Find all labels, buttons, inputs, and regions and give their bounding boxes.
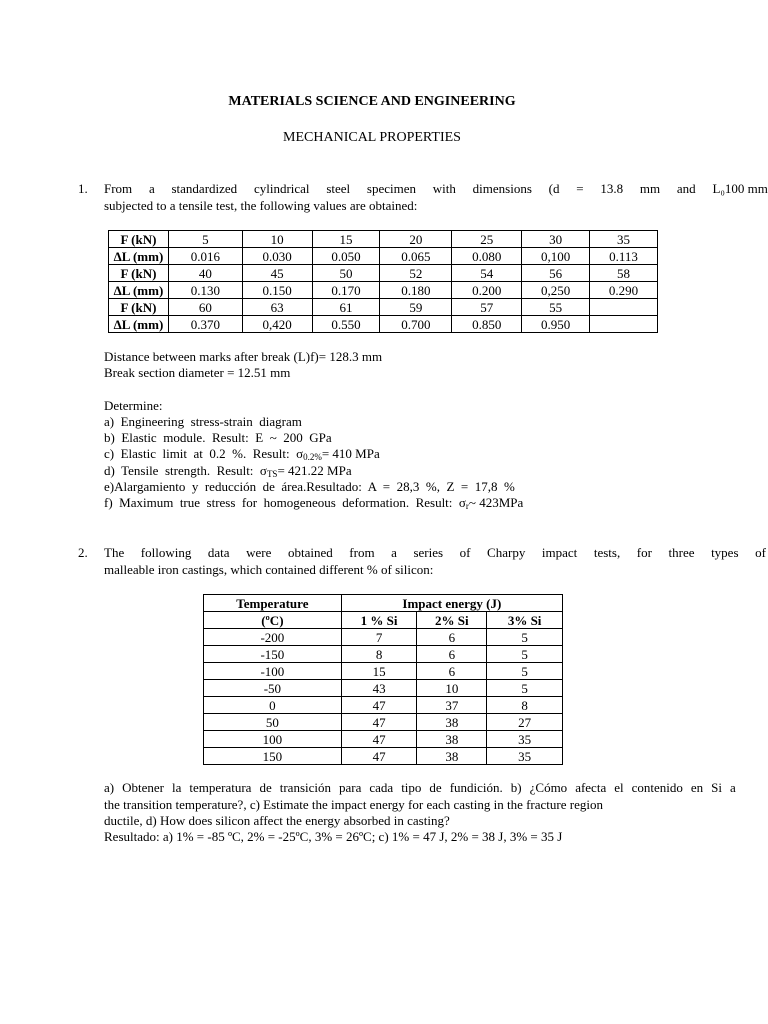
- row-header-cell: ΔL (mm): [109, 248, 169, 265]
- energy-cell: 6: [417, 629, 487, 646]
- word: Si: [711, 780, 722, 795]
- temperature-cell: -100: [204, 663, 342, 680]
- table-row: [204, 731, 563, 748]
- word: b): [510, 780, 522, 795]
- table-row: [204, 714, 563, 731]
- temperature-cell: -150: [204, 646, 342, 663]
- word: impact: [541, 545, 578, 560]
- table-row: [204, 646, 563, 663]
- word: dimensions: [472, 181, 532, 196]
- determine-label: Determine:: [104, 398, 163, 413]
- question-2-paragraph-line-1: [104, 780, 736, 796]
- question-2-paragraph-line-2: the transition temperature?, c) Estimate the impact energy for each casting in the fracture region: [104, 797, 603, 812]
- table-cell: 20: [380, 231, 452, 248]
- table-cell: 0.150: [242, 282, 312, 299]
- word: temperatura: [189, 780, 252, 795]
- table-row: [109, 265, 658, 282]
- word: a: [730, 780, 736, 795]
- energy-cell: 5: [487, 629, 563, 646]
- word: a): [104, 780, 115, 795]
- question-2-number: 2.: [78, 545, 88, 560]
- energy-cell: 15: [341, 663, 417, 680]
- item-c: c) Elastic limit at 0.2 %. Result: $\sigma_{0.2\%}= 410$ MPa: [104, 446, 380, 462]
- energy-cell: 47: [341, 697, 417, 714]
- word: 13.8: [600, 181, 624, 196]
- temperature-cell: 50: [204, 714, 342, 731]
- table-cell: 0,250: [522, 282, 590, 299]
- table-cell: 60: [168, 299, 242, 316]
- temperature-unit-header: (ºC): [204, 612, 342, 629]
- table-cell: 0.850: [452, 316, 522, 333]
- table-cell: 45: [242, 265, 312, 282]
- table-cell: 0.950: [522, 316, 590, 333]
- silicon-column-header: 3% Si: [487, 612, 563, 629]
- row-header-cell: ΔL (mm): [109, 316, 169, 333]
- table-cell: 0.113: [590, 248, 658, 265]
- word: types: [711, 545, 739, 560]
- word: ¿Cómo: [529, 780, 568, 795]
- break-section-diameter: Break section diameter = 12.51 mm: [104, 365, 291, 380]
- row-header-cell: ΔL (mm): [109, 282, 169, 299]
- energy-cell: 38: [417, 714, 487, 731]
- word: a: [148, 181, 155, 196]
- item-e: e)Alargamiento y reducción de área.Resultado: A = 28,3 %, Z = 17,8 %: [104, 479, 515, 494]
- temperature-cell: 100: [204, 731, 342, 748]
- table-cell: 25: [452, 231, 522, 248]
- word: para: [339, 780, 362, 795]
- table-cell: 0.180: [380, 282, 452, 299]
- table-cell: 63: [242, 299, 312, 316]
- word: specimen: [366, 181, 416, 196]
- table-cell: 57: [452, 299, 522, 316]
- energy-cell: 47: [341, 731, 417, 748]
- table-cell: 0.065: [380, 248, 452, 265]
- word: =: [576, 181, 584, 196]
- silicon-column-header: 1 % Si: [341, 612, 417, 629]
- word: steel: [326, 181, 351, 196]
- word: L₀100 mm: [712, 181, 768, 196]
- row-header-cell: F (kN): [109, 299, 169, 316]
- table-cell: 61: [312, 299, 380, 316]
- table-row: [204, 748, 563, 765]
- temperature-header: Temperature: [204, 595, 342, 612]
- word: mm: [639, 181, 661, 196]
- word: of: [459, 545, 471, 560]
- word: tipo: [401, 780, 422, 795]
- word: Obtener: [122, 780, 164, 795]
- energy-cell: 37: [417, 697, 487, 714]
- temperature-cell: 0: [204, 697, 342, 714]
- energy-cell: 7: [341, 629, 417, 646]
- item-a: a) Engineering stress-strain diagram: [104, 414, 302, 429]
- table-cell: [590, 299, 658, 316]
- item-d: d) Tensile strength. Result: $\sigma_{TS}= 421.22$ MPa: [104, 463, 352, 479]
- word: fundición.: [449, 780, 503, 795]
- word: cada: [369, 780, 394, 795]
- word: obtained: [287, 545, 333, 560]
- word: The: [104, 545, 125, 560]
- charpy-impact-table: [203, 594, 563, 765]
- word: following: [140, 545, 192, 560]
- question-1-intro-line-1: [104, 181, 768, 197]
- table-cell: 15: [312, 231, 380, 248]
- temperature-cell: -200: [204, 629, 342, 646]
- silicon-column-header: 2% Si: [417, 612, 487, 629]
- table-cell: 10: [242, 231, 312, 248]
- energy-cell: 5: [487, 646, 563, 663]
- energy-cell: 5: [487, 663, 563, 680]
- word: el: [614, 780, 624, 795]
- row-header-cell: F (kN): [109, 231, 169, 248]
- table-cell: 0.016: [168, 248, 242, 265]
- table-row: [109, 316, 658, 333]
- document-subtitle: MECHANICAL PROPERTIES: [283, 130, 461, 145]
- table-cell: 5: [168, 231, 242, 248]
- item-f: f) Maximum true stress for homogeneous deformation. Result: $\sigma_r\sim$ 423MPa: [104, 495, 524, 511]
- word: la: [171, 780, 182, 795]
- temperature-cell: 150: [204, 748, 342, 765]
- table-cell: 50: [312, 265, 380, 282]
- word: a: [391, 545, 397, 560]
- word: three: [668, 545, 695, 560]
- word: for: [636, 545, 652, 560]
- row-header-cell: F (kN): [109, 265, 169, 282]
- table-row: [109, 248, 658, 265]
- table-cell: 35: [590, 231, 658, 248]
- energy-cell: 6: [417, 646, 487, 663]
- question-2-intro-line-2: malleable iron castings, which contained different % of silicon:: [104, 562, 434, 577]
- energy-cell: 8: [487, 697, 563, 714]
- table-cell: 58: [590, 265, 658, 282]
- table-cell: 56: [522, 265, 590, 282]
- table-row: [204, 680, 563, 697]
- table-row: [109, 299, 658, 316]
- word: de: [259, 780, 272, 795]
- energy-cell: 47: [341, 714, 417, 731]
- table-row: [109, 282, 658, 299]
- table-cell: 54: [452, 265, 522, 282]
- table-cell: [590, 316, 658, 333]
- energy-cell: 5: [487, 680, 563, 697]
- energy-cell: 35: [487, 731, 563, 748]
- document-title: MATERIALS SCIENCE AND ENGINEERING: [228, 94, 516, 109]
- table-cell: 40: [168, 265, 242, 282]
- table-cell: 0.130: [168, 282, 242, 299]
- temperature-cell: -50: [204, 680, 342, 697]
- impact-energy-header: Impact energy (J): [341, 595, 562, 612]
- word: were: [246, 545, 272, 560]
- word: (d: [548, 181, 560, 196]
- table-cell: 0,100: [522, 248, 590, 265]
- word: de: [429, 780, 442, 795]
- table-row: [204, 629, 563, 646]
- question-2-paragraph-line-3: ductile, d) How does silicon affect the energy absorbed in casting?: [104, 813, 450, 828]
- energy-cell: 6: [417, 663, 487, 680]
- table-cell: 0,420: [242, 316, 312, 333]
- word: cylindrical: [253, 181, 310, 196]
- table-cell: 0.170: [312, 282, 380, 299]
- word: from: [349, 545, 375, 560]
- table-cell: 0.290: [590, 282, 658, 299]
- word: contenido: [631, 780, 683, 795]
- table-cell: 0.200: [452, 282, 522, 299]
- table-row: [204, 697, 563, 714]
- energy-cell: 47: [341, 748, 417, 765]
- table-cell: 59: [380, 299, 452, 316]
- word: standardized: [171, 181, 238, 196]
- word: afecta: [575, 780, 607, 795]
- question-2-intro-line-1: [104, 545, 766, 561]
- table-cell: 0.030: [242, 248, 312, 265]
- energy-cell: 27: [487, 714, 563, 731]
- table-cell: 30: [522, 231, 590, 248]
- question-1-intro-line-2: subjected to a tensile test, the following values are obtained:: [104, 198, 418, 213]
- energy-cell: 8: [341, 646, 417, 663]
- table-cell: 0.050: [312, 248, 380, 265]
- table-row: [109, 231, 658, 248]
- word: of: [755, 545, 766, 560]
- item-b: b) Elastic module. Result: E ~ 200 GPa: [104, 430, 332, 445]
- question-1-number: 1.: [78, 181, 88, 196]
- tensile-test-table: [108, 230, 658, 333]
- table-cell: 55: [522, 299, 590, 316]
- word: From: [104, 181, 133, 196]
- table-cell: 0.550: [312, 316, 380, 333]
- energy-cell: 10: [417, 680, 487, 697]
- question-2-result-line: Resultado: a) 1% = -85 ºC, 2% = -25ºC, 3% = 26ºC; c) 1% = 47 J, 2% = 38 J, 3% = 35 J: [104, 829, 563, 844]
- table-row: [204, 663, 563, 680]
- table-cell: 0.700: [380, 316, 452, 333]
- energy-cell: 43: [341, 680, 417, 697]
- word: Charpy: [487, 545, 526, 560]
- word: series: [413, 545, 444, 560]
- energy-cell: 38: [417, 731, 487, 748]
- table-cell: 52: [380, 265, 452, 282]
- table-cell: 0.080: [452, 248, 522, 265]
- word: data: [207, 545, 230, 560]
- word: tests,: [593, 545, 621, 560]
- word: transición: [279, 780, 331, 795]
- energy-cell: 38: [417, 748, 487, 765]
- word: and: [676, 181, 696, 196]
- word: en: [690, 780, 704, 795]
- table-cell: 0.370: [168, 316, 242, 333]
- distance-after-break: Distance between marks after break (L)f)= 128.3 mm: [104, 349, 383, 364]
- energy-cell: 35: [487, 748, 563, 765]
- word: with: [432, 181, 456, 196]
